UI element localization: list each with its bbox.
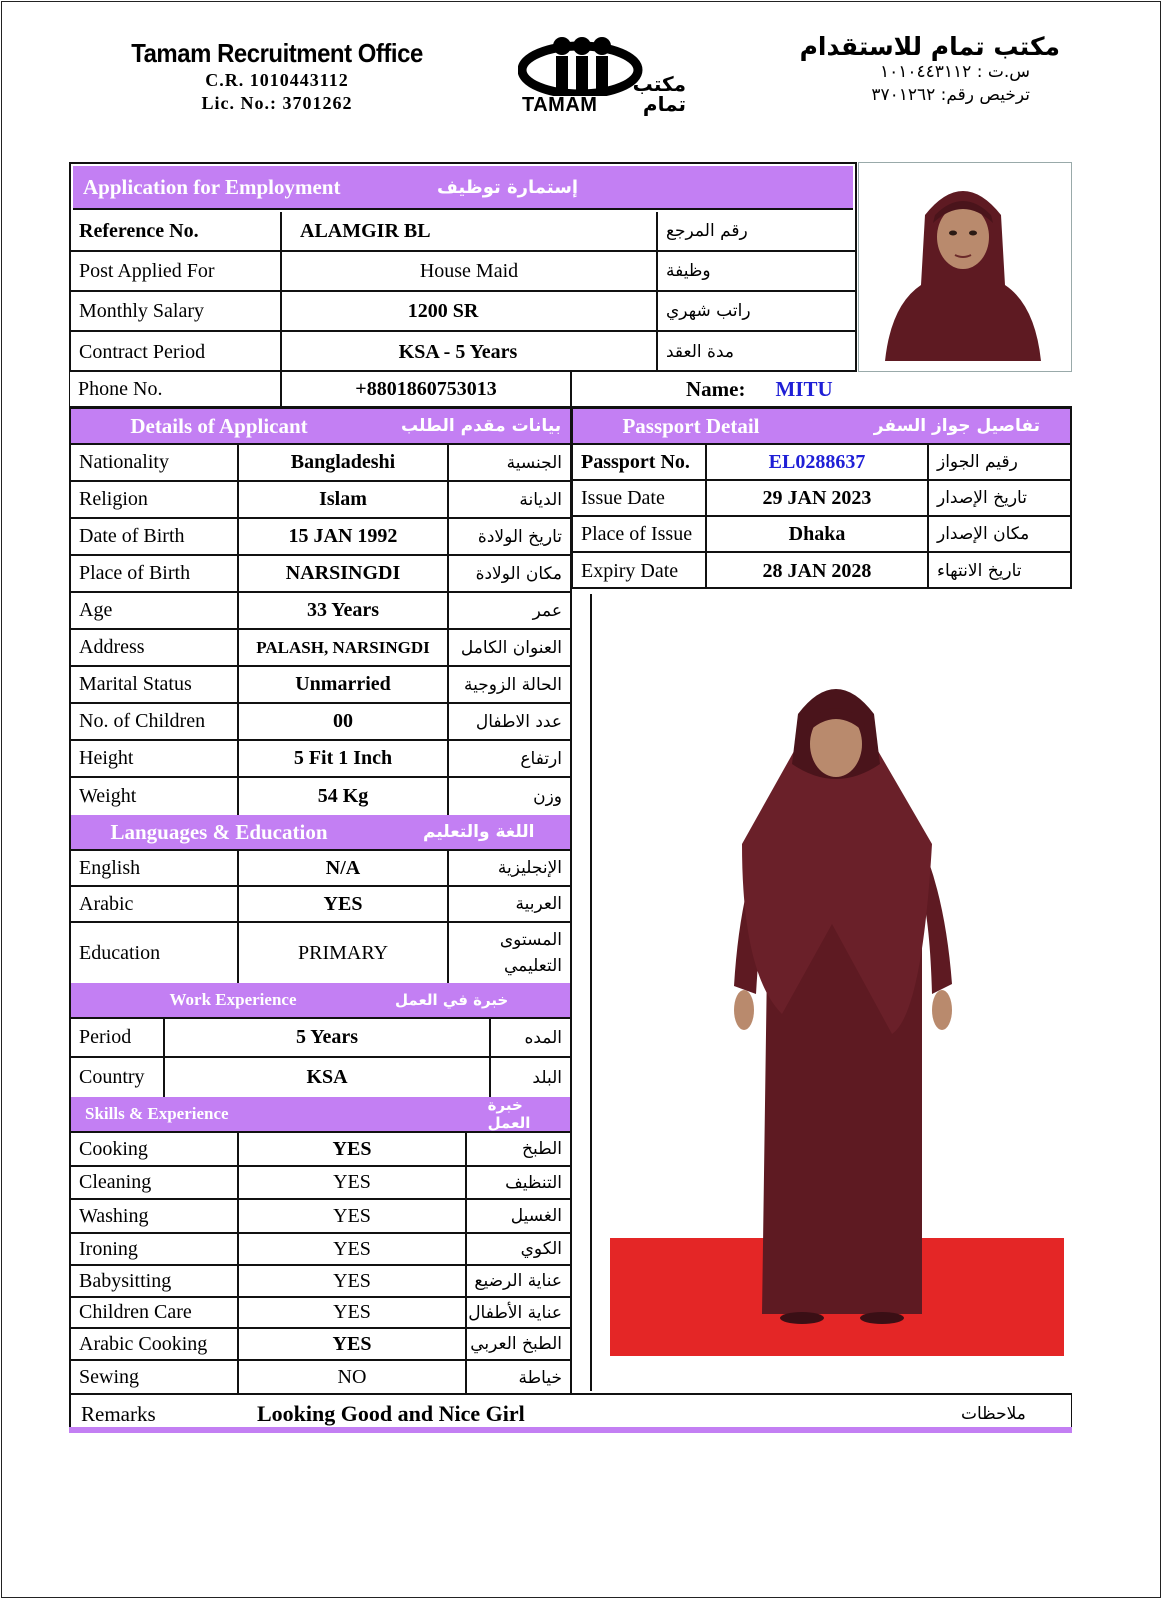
row-label: Reference No. [71,212,282,250]
logo-arabic: مكتب تمام [632,72,686,116]
row-label-ar: الغسيل [510,1206,562,1226]
row-label: Cooking [71,1133,239,1165]
row-value: NO [239,1361,467,1394]
row-label-ar: المستوى التعليمي [499,930,562,976]
row-label-ar: الكوي [520,1239,562,1259]
row-label: Cleaning [71,1167,239,1198]
row-label-ar: مكان الولادة [475,563,562,584]
row-label-ar: تاريخ الولادة [477,526,562,547]
license-number-en: Lic. No.: 3701262 [201,93,353,113]
cr-number-en: C.R. 1010443112 [205,70,349,90]
table-row [573,553,1070,589]
row-label-ar: خياطة [518,1367,562,1388]
row-value: YES [239,1329,467,1359]
person-full-body-icon [592,594,1072,1391]
work-rows [71,1019,570,1097]
row-label: Nationality [71,445,239,480]
row-label: Issue Date [573,481,707,515]
row-label-ar: راتب شهري [666,301,751,321]
table-row [71,778,570,815]
row-label-ar: تاريخ الانتهاء [937,561,1022,581]
phone-label: Phone No. [70,372,282,406]
table-row [71,212,855,252]
table-row [71,887,570,923]
table-row [71,741,570,778]
row-value: 28 JAN 2028 [707,553,929,589]
logo-word: TAMAM [522,94,598,116]
company-header-en [118,38,436,115]
row-label-ar: العربية [515,894,562,914]
table-row [71,1058,570,1097]
row-label-ar: عناية الرضيع [474,1271,562,1291]
table-row [71,445,570,482]
row-label: Marital Status [71,667,239,702]
row-label: Education [71,923,239,983]
row-label-ar: المده [524,1027,562,1048]
company-name-ar: مكتب تمام للاستقدام [799,32,1060,61]
monthly-salary-value: 1200 SR [282,292,658,330]
table-row [71,593,570,630]
row-label-ar: الديانة [519,489,562,510]
company-header-ar [770,32,1060,107]
table-row [71,1329,570,1361]
application-title-bar [73,166,853,210]
row-label: Arabic [71,887,239,921]
passport-title-ar: تفاصيل جواز السفر [873,416,1040,436]
name-field [572,372,1072,406]
table-row [573,445,1070,481]
row-label: Babysitting [71,1266,239,1296]
contract-period-value: KSA - 5 Years [282,332,658,372]
row-label-ar: وظيفة [666,261,711,281]
applicant-name: MITU [775,376,833,401]
row-value: NARSINGDI [239,556,449,591]
row-value: 5 Fit 1 Inch [239,741,449,776]
row-label: Place of Issue [573,517,707,551]
table-row [71,252,855,292]
table-row [71,1167,570,1200]
languages-section-header [71,815,570,851]
row-value: YES [239,1266,467,1296]
row-value: YES [239,1167,467,1198]
row-value: EL0288637 [707,445,929,479]
row-label-ar: عناية الأطفال [468,1302,562,1323]
remarks-value: Looking Good and Nice Girl [257,1401,525,1426]
table-row [71,667,570,704]
headshot-frame [858,162,1072,372]
row-value: YES [239,887,449,921]
passport-rows [573,445,1070,589]
row-label: Height [71,741,239,776]
table-row [71,1133,570,1167]
row-label: Washing [71,1200,239,1232]
post-applied-value: House Maid [282,252,658,290]
passport-table [571,407,1072,589]
row-label: Post Applied For [71,252,282,290]
row-value: 33 Years [239,593,449,628]
table-row [573,517,1070,553]
table-row [71,704,570,741]
row-value: 15 JAN 1992 [239,519,449,554]
row-value: 29 JAN 2023 [707,481,929,515]
table-row [71,1234,570,1266]
row-label: Date of Birth [71,519,239,554]
row-label-ar: الإنجليزية [497,858,562,878]
company-name-en: Tamam Recruitment Office [131,38,423,68]
row-label-ar: البلد [532,1067,562,1088]
row-label: Arabic Cooking [71,1329,239,1359]
row-label-ar: الجنسية [506,452,562,473]
row-value: 54 Kg [239,778,449,815]
row-label: Sewing [71,1361,239,1394]
row-value: Islam [239,482,449,517]
details-title-en: Details of Applicant [130,413,308,438]
application-table [69,162,857,372]
details-section-header [71,409,570,445]
row-label: Weight [71,778,239,815]
details-rows [71,445,570,815]
table-row [71,292,855,332]
row-label: Children Care [71,1298,239,1327]
application-title-ar: إستمارة توظيف [437,176,579,198]
person-headshot-icon [885,175,1041,361]
row-label-ar: مدة العقد [666,342,734,362]
license-number-ar: ترخيص رقم: ٣٧٠١٢٦٢ [871,85,1030,105]
table-row [71,1019,570,1058]
row-label: Place of Birth [71,556,239,591]
languages-rows [71,851,570,983]
table-row [71,556,570,593]
headshot-photo [885,175,1041,361]
table-row [573,481,1070,517]
row-label: Ironing [71,1234,239,1264]
table-row [71,851,570,887]
row-value: N/A [239,851,449,885]
row-label-ar: مكان الإصدار [937,524,1030,544]
table-row [71,482,570,519]
row-label: English [71,851,239,885]
row-label-ar: تاريخ الإصدار [937,488,1027,508]
languages-title-ar: اللغة والتعليم [423,822,535,842]
row-value: YES [239,1200,467,1232]
row-label-ar: عمر [532,600,562,621]
remarks-label: Remarks [81,1401,156,1426]
skills-title-en: Skills & Experience [85,1104,229,1123]
row-label: Age [71,593,239,628]
skills-section-header [71,1097,570,1133]
table-row [71,1298,570,1329]
row-label-ar: عدد الاطفال [475,711,562,732]
passport-title-en: Passport Detail [622,413,760,438]
row-label: Address [71,630,239,665]
remarks-label-ar: ملاحظات [961,1404,1026,1424]
row-value: 00 [239,704,449,739]
row-label-ar: الطبخ العربي [470,1334,562,1354]
table-row [71,630,570,667]
row-value: 5 Years [165,1019,491,1056]
row-label-ar: العنوان الكامل [460,637,562,658]
row-label: Contract Period [71,332,282,372]
cr-number-ar: س.ت : ١٠١٠٤٤٣١١٢ [879,62,1030,82]
languages-title-en: Languages & Education [110,819,328,844]
row-label-ar: التنظيف [505,1172,562,1193]
row-value: YES [239,1234,467,1264]
row-value: YES [239,1133,467,1165]
skills-rows [71,1133,570,1394]
row-label: Period [71,1019,165,1056]
row-label: Expiry Date [573,553,707,589]
table-row [71,519,570,556]
details-title-ar: بيانات مقدم الطلب [401,416,562,436]
full-body-photo [590,594,1072,1391]
phone-value: +8801860753013 [282,372,572,406]
row-value: PALASH, NARSINGDI [239,630,449,665]
row-value: KSA [165,1058,491,1097]
passport-section-header [573,409,1070,445]
row-label: No. of Children [71,704,239,739]
tamam-logo [518,34,688,124]
work-title-ar: خبرة في العمل [395,991,509,1009]
table-row [71,1200,570,1234]
row-value: Bangladeshi [239,445,449,480]
row-label-ar: الحالة الزوجية [464,674,562,695]
application-title-en: Application for Employment [83,174,341,199]
row-value: Dhaka [707,517,929,551]
work-section-header [71,983,570,1019]
reference-number: ALAMGIR BL [282,212,658,250]
table-row [71,1266,570,1298]
applicant-details-table [69,407,572,1395]
row-label: Passport No. [573,445,707,479]
row-label-ar: الطبخ [522,1139,562,1159]
row-value: PRIMARY [239,923,449,983]
row-label-ar: ارتفاع [520,748,562,769]
table-row [71,332,855,372]
row-value: Unmarried [239,667,449,702]
skills-title-ar: خبرة العمل [487,1096,531,1132]
remarks-accent-bar [69,1427,1072,1433]
row-label-ar: رقم المرجع [666,221,748,241]
table-row [71,923,570,983]
name-label: Name: [686,376,746,401]
contact-row [69,372,1072,408]
row-label: Country [71,1058,165,1097]
row-label: Monthly Salary [71,292,282,330]
table-row [71,1361,570,1394]
work-title-en: Work Experience [169,990,297,1009]
row-label-ar: رقيم الجواز [937,452,1018,472]
row-label: Religion [71,482,239,517]
row-label-ar: وزن [533,786,562,807]
row-value: YES [239,1298,467,1327]
